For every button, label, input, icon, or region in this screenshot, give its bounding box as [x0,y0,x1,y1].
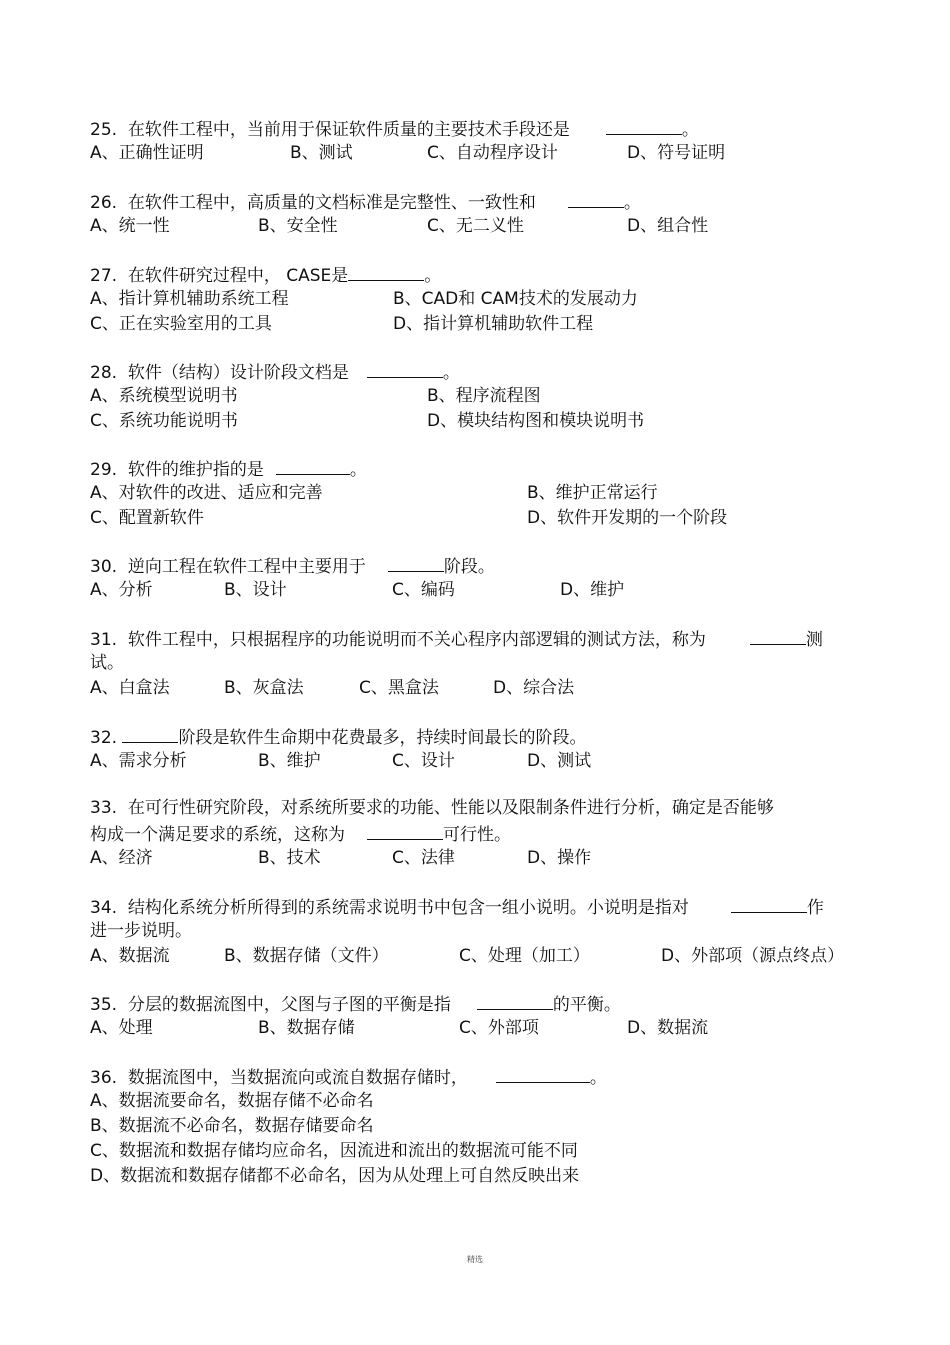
question-number: 27. [90,266,118,286]
option-a[interactable]: A、经济 [90,848,153,868]
option-c[interactable]: C、法律 [392,848,455,868]
option-d[interactable]: D、指计算机辅助软件工程 [393,314,594,334]
question-number: 26. [90,193,118,213]
option-a[interactable]: A、系统模型说明书 [90,386,238,406]
question-continuation: 进一步说明。 [90,921,192,941]
question-number: 31. [90,630,118,650]
option-c[interactable]: C、数据流和数据存储均应命名，因流进和流出的数据流可能不同 [90,1141,578,1161]
question-text: 在软件研究过程中， CASE是 [127,266,349,286]
question-text-end: 。 [589,1068,607,1088]
option-a[interactable]: A、数据流 [90,946,170,966]
question-32 [90,724,870,774]
option-d[interactable]: D、数据流和数据存储都不必命名，因为从处理上可自然反映出来 [90,1166,580,1186]
question-continuation: 试。 [90,653,124,673]
question-text: 在软件工程中，当前用于保证软件质量的主要技术手段还是 [127,120,570,140]
option-c[interactable]: C、无二义性 [427,216,524,236]
option-d[interactable]: D、模块结构图和模块说明书 [427,411,645,431]
question-number: 28. [90,363,118,383]
option-b[interactable]: B、维护正常运行 [527,483,658,503]
option-d[interactable]: D、数据流 [627,1018,709,1038]
option-b[interactable]: B、灰盒法 [224,678,304,698]
option-a[interactable]: A、正确性证明 [90,143,204,163]
option-b[interactable]: B、数据流不必命名，数据存储要命名 [90,1116,374,1136]
answer-blank[interactable] [496,1064,590,1083]
option-b[interactable]: B、数据存储（文件） [224,946,389,966]
question-text-end: 。 [681,120,699,140]
question-text-end: 可行性。 [443,825,511,845]
question-number: 32. [90,728,118,748]
question-text: 软件（结构）设计阶段文档是 [127,363,349,383]
option-b[interactable]: B、维护 [258,751,321,771]
answer-blank[interactable] [568,189,624,208]
question-33 [90,796,870,871]
question-text: 结构化系统分析所得到的系统需求说明书中包含一组小说明。小说明是指对 [127,898,689,918]
question-text-end: 。 [349,460,367,480]
answer-blank[interactable] [122,724,178,743]
question-text: 逆向工程在软件工程中主要用于 [127,557,366,577]
option-d[interactable]: D、测试 [527,751,592,771]
option-a[interactable]: A、对软件的改进、适应和完善 [90,483,323,503]
option-b[interactable]: B、测试 [290,143,353,163]
question-text: 阶段是软件生命期中花费最多，持续时间最长的阶段。 [178,728,587,748]
option-c[interactable]: C、配置新软件 [90,508,204,528]
option-c[interactable]: C、系统功能说明书 [90,411,238,431]
question-36 [90,1064,870,1189]
question-31 [90,626,870,701]
option-c[interactable]: C、处理（加工） [459,946,590,966]
question-text-end: 测 [805,630,823,650]
question-text-end: 。 [623,193,641,213]
question-27 [90,262,870,337]
question-number: 34. [90,898,118,918]
option-d[interactable]: D、操作 [527,848,592,868]
question-continuation: 构成一个满足要求的系统，这称为 [90,825,345,845]
answer-blank[interactable] [348,262,424,281]
question-text-end: 阶段。 [443,557,495,577]
question-text-end: 。 [424,266,442,286]
answer-blank[interactable] [367,359,443,378]
question-text: 数据流图中，当数据流向或流自数据存储时， [127,1068,468,1088]
option-d[interactable]: D、组合性 [627,216,709,236]
option-c[interactable]: C、设计 [392,751,455,771]
question-text-end: 。 [442,363,460,383]
option-b[interactable]: B、CAD和 CAM技术的发展动力 [393,289,638,309]
answer-blank[interactable] [367,821,443,840]
option-c[interactable]: C、外部项 [459,1018,539,1038]
answer-blank[interactable] [477,991,553,1010]
option-d[interactable]: D、综合法 [493,678,575,698]
question-25 [90,116,870,166]
question-35 [90,991,870,1041]
question-text: 分层的数据流图中，父图与子图的平衡是指 [127,995,451,1015]
option-d[interactable]: D、外部项（源点终点） [661,946,845,966]
question-text: 软件工程中，只根据程序的功能说明而不关心程序内部逻辑的测试方法，称为 [127,630,706,650]
question-text-end: 作 [806,898,824,918]
answer-blank[interactable] [276,456,350,475]
question-26 [90,189,870,239]
question-number: 25. [90,120,118,140]
page-footer: 精选 [467,1255,483,1264]
option-c[interactable]: C、黑盒法 [359,678,439,698]
option-d[interactable]: D、软件开发期的一个阶段 [527,508,728,528]
option-c[interactable]: C、自动程序设计 [427,143,558,163]
answer-blank[interactable] [750,626,806,645]
option-a[interactable]: A、白盒法 [90,678,170,698]
question-29 [90,456,870,531]
option-a[interactable]: A、数据流要命名，数据存储不必命名 [90,1091,374,1111]
question-number: 29. [90,460,118,480]
option-c[interactable]: C、编码 [392,580,455,600]
question-28 [90,359,870,434]
question-30 [90,553,870,603]
option-a[interactable]: A、分析 [90,580,153,600]
question-34 [90,894,870,969]
option-c[interactable]: C、正在实验室用的工具 [90,314,272,334]
question-text-end: 的平衡。 [552,995,621,1015]
option-a[interactable]: A、统一性 [90,216,170,236]
option-a[interactable]: A、处理 [90,1018,153,1038]
option-d[interactable]: D、符号证明 [627,143,726,163]
option-b[interactable]: B、程序流程图 [427,386,541,406]
option-a[interactable]: A、指计算机辅助系统工程 [90,289,289,309]
answer-blank[interactable] [731,894,807,913]
question-number: 36. [90,1068,118,1088]
option-b[interactable]: B、技术 [258,848,321,868]
question-number: 33. [90,798,118,818]
option-d[interactable]: D、维护 [560,580,625,600]
option-b[interactable]: B、安全性 [258,216,338,236]
option-b[interactable]: B、设计 [224,580,287,600]
option-b[interactable]: B、数据存储 [258,1018,355,1038]
answer-blank[interactable] [388,553,444,572]
question-text: 在软件工程中，高质量的文档标准是完整性、一致性和 [127,193,536,213]
question-number: 35. [90,995,118,1015]
option-a[interactable]: A、需求分析 [90,751,187,771]
question-text: 在可行性研究阶段，对系统所要求的功能、性能以及限制条件进行分析，确定是否能够 [127,798,774,818]
question-number: 30. [90,557,118,577]
question-text: 软件的维护指的是 [127,460,264,480]
answer-blank[interactable] [606,116,682,135]
